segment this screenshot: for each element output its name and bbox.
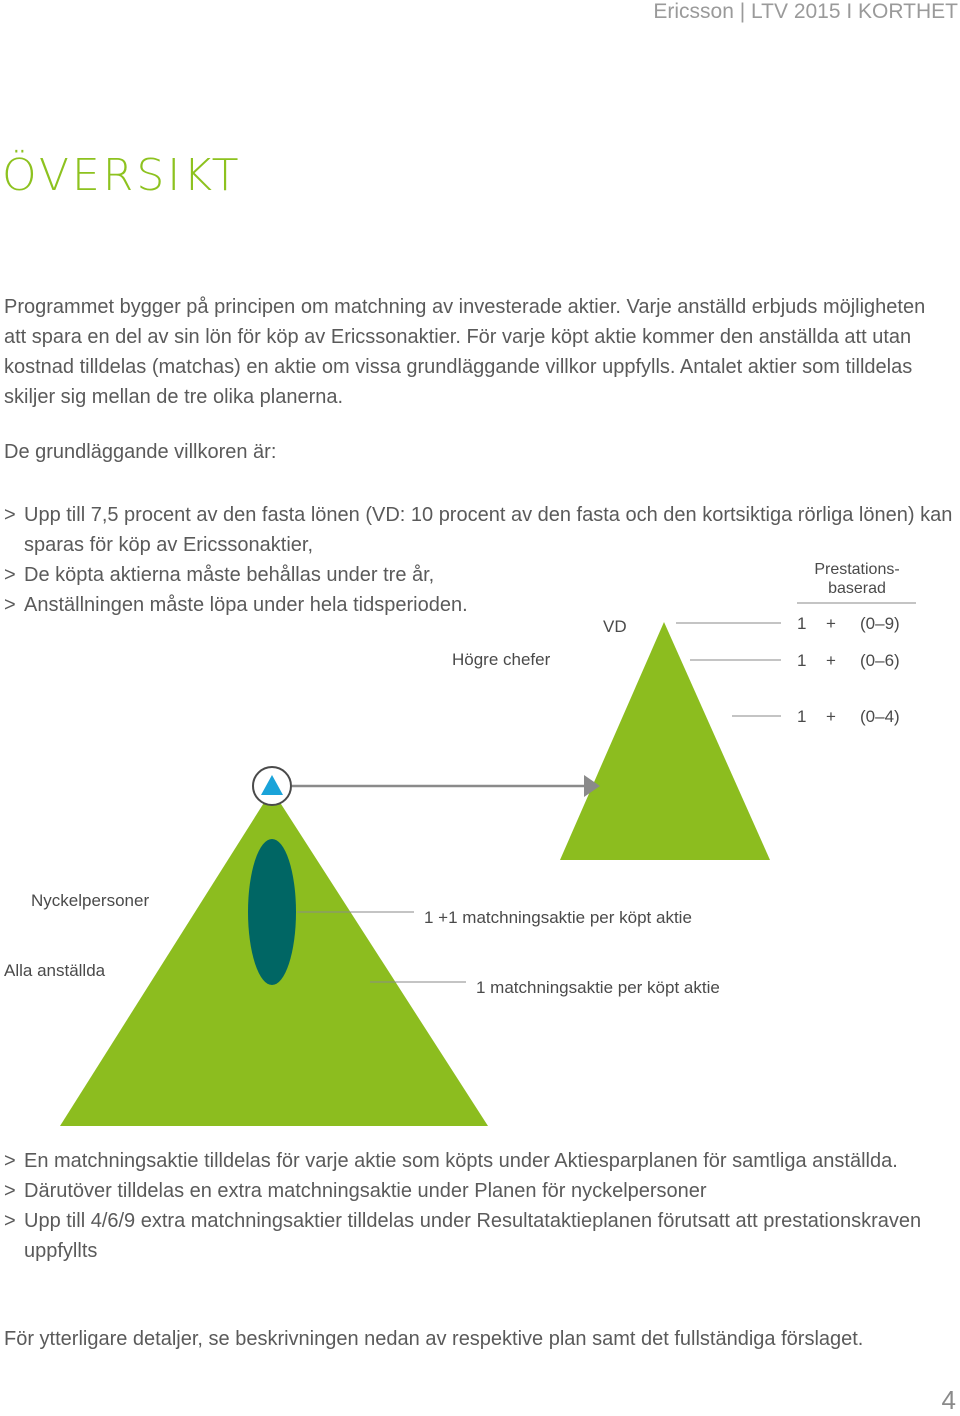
summary-list xyxy=(4,1146,944,1266)
summary-text: Upp till 4/6/9 extra matchningsaktier tilldelas under Resultataktieplanen förutsatt att prestationskraven uppfyllts xyxy=(24,1210,922,1262)
chevron-right-icon: > xyxy=(4,1180,16,1202)
page-title: ÖVERSIKT xyxy=(2,150,242,201)
row-plus: + xyxy=(826,614,836,633)
senior-label: Högre chefer xyxy=(452,650,551,669)
row-plus: + xyxy=(826,651,836,670)
summary-text: En matchningsaktie tilldelas för varje aktie som köpts under Aktiesparplanen för samtliga anställda. xyxy=(24,1150,898,1172)
row-base: 1 xyxy=(797,651,807,670)
intro-paragraph: Programmet bygger på principen om matchning av investerade aktier. Varje anställd erbjuds möjligheten att spara en del av sin lön för köp av Ericssonaktier. För varje köpt aktie kommer den anställda att utan kostnad tilldelas (matchas) en aktie om vissa grundläggande villkor uppfylls. Antalet aktier som tilldelas skiljer sig mellan de tre olika planerna. xyxy=(4,296,926,408)
chevron-right-icon: > xyxy=(4,594,16,616)
row-base: 1 xyxy=(797,707,807,726)
footer-note: För ytterligare detaljer, se beskrivningen nedan av respektive plan samt det fullständiga förslaget. xyxy=(4,1328,864,1350)
chevron-right-icon: > xyxy=(4,504,16,526)
key-persons-ellipse xyxy=(248,839,296,985)
conditions-title: De grundläggande villkoren är: xyxy=(4,441,277,463)
summary-text: Därutöver tilldelas en extra matchningsaktie under Planen för nyckelpersoner xyxy=(24,1180,707,1202)
row-range: (0–9) xyxy=(860,614,900,633)
all-employees-label: Alla anställda xyxy=(4,961,106,980)
vd-label: VD xyxy=(603,617,627,636)
list-item xyxy=(4,1146,944,1176)
list-item xyxy=(4,1206,944,1266)
chevron-right-icon: > xyxy=(4,1210,16,1232)
chevron-right-icon: > xyxy=(4,1150,16,1172)
chevron-right-icon: > xyxy=(4,564,16,586)
condition-text: Upp till 7,5 procent av den fasta lönen (VD: 10 procent av den fasta och den kortsiktiga rörliga lönen) kan sparas för köp av Ericssonaktier, xyxy=(24,504,953,556)
row-base: 1 xyxy=(797,614,807,633)
small-pyramid xyxy=(560,622,770,860)
list-item xyxy=(4,1176,944,1206)
key-persons-label: Nyckelpersoner xyxy=(31,891,150,910)
key-match-label: 1 +1 matchningsaktie per köpt aktie xyxy=(424,908,692,927)
row-range: (0–4) xyxy=(860,707,900,726)
perf-header-line1: Prestations- xyxy=(814,561,900,578)
condition-text: Anställningen måste löpa under hela tidsperioden. xyxy=(24,594,468,616)
page-number: 4 xyxy=(941,1385,956,1415)
all-match-label: 1 matchningsaktie per köpt aktie xyxy=(476,978,720,997)
perf-header-line2: baserad xyxy=(828,580,886,597)
row-range: (0–6) xyxy=(860,651,900,670)
page-header: Ericsson | LTV 2015 I KORTHET xyxy=(653,0,958,23)
row-plus: + xyxy=(826,707,836,726)
condition-text: De köpta aktierna måste behållas under tre år, xyxy=(24,564,435,586)
